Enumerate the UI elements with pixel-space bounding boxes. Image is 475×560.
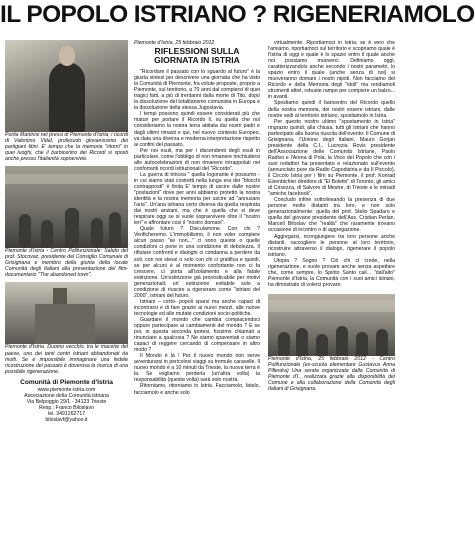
article-paragraph: Guardare il mondo che cambia compiacendoci oppure partecipare ai cambiamenti del mondo ? E se poi, in questa seconda ipotesi, fossimo chiamati a rinunciare a qualcosa ? Ne siamo spaventati o siamo capaci di reggere cercando di compensare in altro modo ? <box>134 316 260 354</box>
article-paragraph: Per questo nostro ultimo "spostamento in Istria" ringrazio quindi, alla chiusa, tutti gli istriani che hanno partecipato alla buona riuscita dell'evento: Il Comune di Grisignana, l'Unione degli Italiani, Mauro Gorjan presidente della C.I., Lucrezia Rovis presidente dell'Associazione delle Comunità Istriane, Paolo Radivo e l'Arena di Pola, la Voce del Popolo che con i suoi redattori ha presentato e relazionato sull'evento (annunciato pure da Radio Capodistria e da Il Piccolo), il Circolo Istria per i film su Piemonte, il prof. Konrad Eisenbichler direttore di "El Boletin" di Toronto, gli amici di Crisezza, di Salvore di Mestre, di Trieste e le miriadi "amiche facebook". <box>268 118 396 198</box>
article-paragraph: virtualmente. Riportiamoci in Istria, se è vero che l'amiamo, riportiamoci sul territorio e scopriamo quale è l'Istria di oggi e quale è lo spazio entro il quale anche noi possiamo muoverci. Definiamo oggi, caratterizzandolo anche secondo i nostri parametri, lo spazio entro il quale (anche senza di noi) si muoveranno domani i nostri nipoti. Non facciamo del Ricordo e della Memoria degli "idoli" ma rendiamoli strumenti attivi, robuste rampe per compiere un balzo... in avanti. <box>268 40 395 101</box>
article-paragraph: Quale futuro ? Disculamone. Con chi ? Verificheremo. L'immobilismo, il non voler compiere alcun passo "se non..." ci sono queste o quelle condizioni ci pone in una condizione di debolezza. Il rifiutare confronti e dialoghi ci condanna a perdere da soli, con noi stessi o solo con chi ci gratifica e quindi, se per alcuni è al momento confortante non ci fa crescere, ci porta all'isolamento e alla fatale estinzione. Un'estinzione già pronosticabile per motivi generazionali; un' estinzione evitabile solo a condizione di riuscire a rigenerare come "istriani del 2000", istriani del futuro. <box>134 226 260 299</box>
article-title-line2: GIORNATA IN ISTRIA <box>154 55 240 66</box>
left-column <box>5 40 128 423</box>
contact-tel: tel. 3491262717 <box>47 410 86 417</box>
article-paragraph: Spostiamo quindi il baricentro del Ricordo quello della nostra memoria, dei nostri essere istriani, dalle nostre sedi al territorio istriano, spostiamolo in Istria. <box>268 100 395 119</box>
article-paragraph: La guerra di trincea " quella logorante è possumo - in cui siamo stati costretti nella lunga era dei "blocchi contrapposti" è finita E' tempo di uscire dalle nostre "postazioni" dove per anni abbiamo protetto la nostra identità e la nostra memoria per uscire ad "annusare l'aria". Un'aria istriana certo diversa da quella respirata dai nostri anziani, ma che è quella che si deve respirare oggi se si vuole sopravvivere oltre il "nostro ieri" e affrontare così il "nostro domani". <box>134 171 260 227</box>
contact-address: Via Belpoggio 29/1 - 34123 Trieste <box>26 398 107 405</box>
contact-box <box>5 379 128 423</box>
middle-column <box>134 40 260 396</box>
contact-org: Comunità di Piemonte d'Istria <box>20 378 113 386</box>
article-paragraph: Ritorniamo, ritorniamo in Istria. Facciamolo, fatelo, facciamolo e anche solo <box>134 383 260 396</box>
photo-presentation-caption: Piemonte d'Istria - Centro Polifunzionale: Saluto del prof. Stocovaz, presidente del Consiglio Comunale di Grisignana e membro della giunta della locale Comunità degli Italiani alla presentazione del film-documentario "The abandoned town". <box>5 248 128 279</box>
article-paragraph: Concludo infine sottolineando la presenza di due persone molto distanti tra loro, e non solo generazionalmente: quella del prof. Stelio Spadaro e quella del giovane presidente dell'Ass. Cristian Perlan. Marcell Biloslav che "realtà" che raramente trovano occasione di incontro o di aggregazione. <box>268 197 395 234</box>
article-paragraph: Istriani – certo- popoli sparsi ma anche capaci di incontrarsi e di fare grazie ai nuovi mezzi, alle nuove tecnologie ed alle mutate condizioni socio-politiche. <box>134 298 260 317</box>
article-dateline: Piemonte d'Istria, 25 febbraio 2012 <box>134 40 215 46</box>
photo-presentation <box>5 166 128 248</box>
photo-portrait <box>5 40 128 132</box>
article-title-line1: RIFLESSIONI SULLA <box>154 46 240 57</box>
article-title <box>134 47 260 65</box>
article-paragraph: "Ricordare il passato con lo sguardo al futuro" è la giusta sintesi per descrivere una giornata che ha visto la Comunità di Piemonte, fra volute proposte, proprio a Piemonte, sul territorio, a 70 anni dal compiersi di quei tragici fatti, a più di trentanni dalla morte di Tito, dopo la dissoluzione del totalitarismo comunista in Europa e la dissoluzione della stessa Jugoslavia. <box>134 69 260 112</box>
photo-ruins <box>5 282 128 344</box>
article-paragraph: Utopia ? Sogno ? Ciò chi ci crede, nella rigenerazione, e vuole provare anche senza aspettare che, come sempre, lo Spirito Santo cali... "dall'alto" Piemonte d'Istria, la Comunità con i suoi amici istriani, ha dimostrato di volerci provare. <box>268 257 395 288</box>
contact-assoc: Associazione della Comunità istriana <box>24 392 109 399</box>
right-column <box>268 40 395 392</box>
article-paragraph: Aggregarsi, ricongiungere tra loro persone anche distanti, raccogliere le persone al loro territorio, ricostruire attraverso il dialogo, rigenerare il popolo istriano. <box>268 233 395 258</box>
article-paragraph: Il Mondo è là ! Per il nuovo mondo non serve avventurarsi in pericolosi viaggi su tremule caravelle. Il nuovo mondo è a 10 minuti da Trieste, la nuova terra è la. Se vogliamo perderla (un'altra volta) la responsabilità (questa volta) sarà solo nostra. <box>134 353 260 384</box>
photo-ruins-caption: Piemonte d'Istria. Duomo vecchio, tra le macerie del paese, uno dei tanti centri istriani abbandonati da molti. Se è impossibile immaginare una fedele ricostruzione del passato è doverosa la ricerca di una possibile rigenerazione. <box>5 344 128 375</box>
article-paragraph: Per noi esuli, ma per i discendenti degli esuli in particolare, come l'obbligo di non rimanere rinchiudersi alle autocelebrazioni di non rimanere intrappolati nei confortanti ricordi istituzionali del "Ricordo". <box>134 147 260 172</box>
contact-email[interactable]: biloslavf@yahoo.it <box>45 416 88 423</box>
photo-event-hall-caption: Piemonte d'Istria, 25 febbraio 2012 - Centro Polifunzionale (ex-scuola elementare Gustavus Anna Pillerdra) Una serata organizzata dalla Comunità di Piemonte d'I., realizzata grazie alla disponibilità del Comune e alla collaborazione della Comunità degli Italiani di Grisignana. <box>268 355 395 393</box>
contact-url[interactable]: www.piemonte-istria.com <box>37 386 96 393</box>
article-paragraph: I tempi possono quindi essere considerati più che maturi per portare il Ricordo lì, su quella che noi consideriamo la nostra terra abitata dai nostri padri e dagli ultimi rimasti e qui, nel nuovo contesto Europeo, va data una diversa e moderna interpretazione rispetto ai confini del passato. <box>134 111 260 148</box>
headline: IL POPOLO ISTRIANO ? RIGENERIAMOLO <box>0 1 475 28</box>
photo-portrait-caption: Portia Martinisi nei pressi di Piemonte d'Istria; i ricordi di Valentino Vidal, profesudo glovanissimo dei partigiani titini. E' tempo che la memoria "ritorni" in quei luoghi, che il barbiceritro dei Ricordi si sposti anche presso l'italianità sopravvivie. <box>5 132 128 163</box>
photo-event-hall <box>268 294 395 356</box>
contact-resp: Resp.: Franco Biloslavo <box>39 404 94 411</box>
